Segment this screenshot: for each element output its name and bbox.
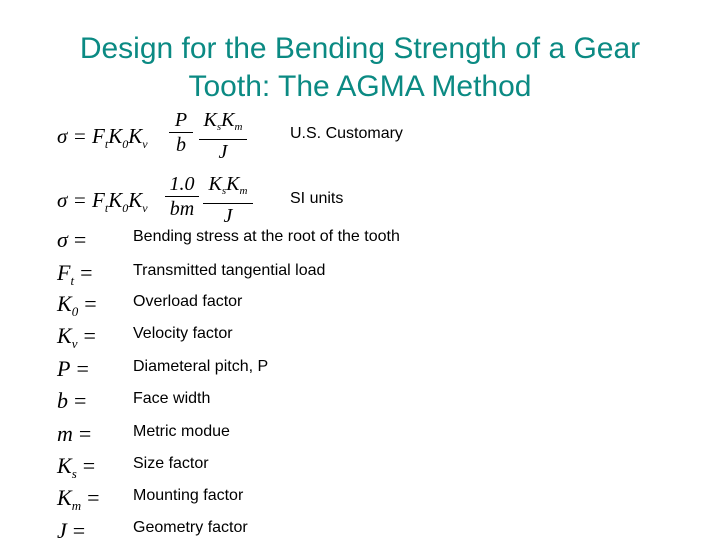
definition-text: Overload factor bbox=[133, 293, 243, 310]
formula-si-units bbox=[57, 172, 287, 232]
definition-text: Diameteral pitch, P bbox=[133, 358, 269, 375]
definition-text: Bending stress at the root of the tooth bbox=[133, 228, 400, 245]
definition-text: Transmitted tangential load bbox=[133, 262, 326, 279]
formula-si-label: SI units bbox=[290, 190, 344, 207]
definition-symbol: σ = bbox=[57, 227, 87, 252]
definition-text: Size factor bbox=[133, 455, 209, 472]
definition-text: Face width bbox=[133, 390, 211, 407]
definition-text: Metric modue bbox=[133, 423, 230, 440]
formula-si-lhs: $\sigma = F_tK_0K_v$ bbox=[57, 188, 148, 215]
definition-symbol: $K_s$ = bbox=[57, 453, 96, 481]
slide-title-line-2: Tooth: The AGMA Method bbox=[188, 70, 532, 103]
definition-text: Mounting factor bbox=[133, 487, 244, 504]
definition-symbol: $K_0$ = bbox=[57, 291, 97, 319]
definition-symbol: P = bbox=[57, 356, 89, 381]
definition-symbol: $K_v$ = bbox=[57, 323, 96, 351]
definition-text: Geometry factor bbox=[133, 519, 248, 536]
formula-us-customary bbox=[57, 108, 287, 168]
formula-si-fraction-2: $K_sK_m$ J bbox=[203, 172, 253, 228]
definition-symbol: J = bbox=[57, 518, 86, 543]
definition-text: Velocity factor bbox=[133, 325, 233, 342]
formula-us-fraction-2: $K_sK_m$ J bbox=[199, 108, 247, 164]
slide-title-line-1: Design for the Bending Strength of a Gear bbox=[79, 32, 641, 65]
formula-us-fraction-1: P b bbox=[169, 108, 193, 157]
definition-symbol: b = bbox=[57, 388, 87, 413]
formula-si-fraction-1: 1.0 bm bbox=[165, 172, 199, 221]
definition-symbol: $F_t$ = bbox=[57, 260, 93, 288]
definition-symbol: $K_m$ = bbox=[57, 485, 100, 513]
formula-us-lhs: $\sigma = F_tK_0K_v$ bbox=[57, 124, 148, 151]
formula-us-label: U.S. Customary bbox=[290, 125, 403, 142]
definition-symbol: m = bbox=[57, 421, 92, 446]
slide-title bbox=[0, 30, 720, 106]
